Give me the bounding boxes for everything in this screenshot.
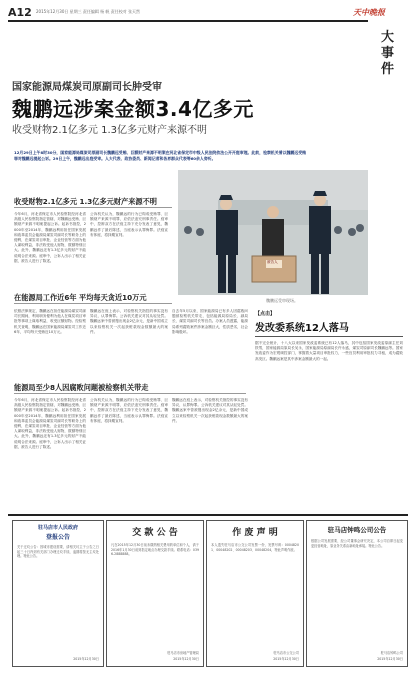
subhead-daily: 在能源局工作近6年 平均每天贪近10万元 (14, 293, 147, 302)
masthead-rule (8, 20, 368, 22)
side-column (255, 310, 405, 510)
section-tag-label: 大事件 (381, 30, 395, 77)
ad-notice-1-org: 驻马店市人民政府 (37, 525, 78, 531)
ad-notice-3 (206, 520, 304, 667)
photo-caption: 魏鹏远受审现场。 (266, 298, 298, 303)
article-lede: 12月29日上午8时30分，国家能源局煤炭司原副司长魏鹏远受贿、巨额财产来源不明案在河北省保定市中级人民法院依法公开开庭审理。此前，检察机关曾以魏鹏远受贿罪对魏鹏远提起公诉。29日上午，魏鹏远出庭受审。人大代表、政协委员、新闻记者和各界群众代表等60余人旁听。 (14, 150, 306, 161)
article-body-p3: 依照法律规定，魏鹏远在担任能源局煤炭司副司长期间，利用职务便利为他人在煤炭项目审批等事项上谋取利益，收受巨额财物。经检察机关查明，魏鹏远在国家能源局煤炭司工作近6年，平均每天受贿近10万元。 (14, 309, 86, 334)
ad-notice-2-org: 驻马店市房地产管理局 (167, 651, 199, 656)
trial-photo (178, 170, 368, 295)
ad-notice-4-body: 根据公司发展需要，经公司董事会研究决定，本公司自即日起变更经营地址，原业务关系由新地址承接。特此公告。 (311, 539, 403, 548)
section-tag (372, 28, 406, 77)
newspaper-logo: 天中晚报 (353, 8, 385, 17)
ad-notice-1-title: 登报公告 (45, 534, 70, 541)
ad-notice-4-title: 驻马店钟鸣公司公告 (327, 526, 387, 534)
courtroom-image (178, 170, 368, 295)
article-headline: 魏鹏远涉案金额3.4亿多元 (12, 97, 254, 121)
article-body-p2: 公诉机关认为，魏鹏远的行为已构成受贿罪、巨额财产来源不明罪，应依法追究刑事责任。庭审中，控辩双方在法庭主持下充分发表了意见，魏鹏远作了最后陈述，当庭表示认罪悔罪。法庭宣布休庭，将择期宣判。 (90, 212, 168, 237)
ad-notice-1-date: 2015年12月30日 (73, 657, 99, 662)
subhead-daily-rule (14, 303, 172, 304)
ads-top-rule (8, 514, 408, 516)
article-body-p5: 自去年5月以来，国家能源局已有多人因腐败问题被检察机关带走，包括能源局原局长、副局长、煤炭司副司长等官员。办案人员透露，能源局系列腐败案件涉案金额巨大，性质恶劣，社会影响极坏。 (172, 309, 248, 334)
ad-notice-1 (12, 520, 104, 667)
subhead-amount-rule (14, 207, 172, 208)
subhead-officials-rule (14, 393, 246, 394)
ad-notice-2-body: 凡在2015年12月30日前未缴纳相关费用的单位和个人，请于2016年1月30日前到指定地点办理交款手续。联系电话：0396-2888888。 (111, 543, 199, 557)
subhead-officials: 能源局至少8人因腐败问题被检察机关带走 (14, 383, 149, 392)
ad-notice-4-org: 驻马店钟鸣公司 (380, 651, 403, 656)
article-body-p1: 今年6月，河北省保定市人民检察院经河北省高级人民检察院指定管辖，对魏鹏远受贿、巨额财产来源不明案提起公诉。起诉书指控，2000年至2014年，魏鹏远利用担任国家发展和改革委员会能源局煤炭司副司长等职务上的便利，在煤炭项目审批、企业经营等方面为他人谋取利益，非法收受他人财物，数额特别巨大。此外，魏鹏远还有1.3亿多元的财产不能说明合法来源。庭审中，公诉人出示了相关证据，被告人进行了陈述。 (14, 212, 86, 263)
dock-label: 被告人 (267, 260, 278, 264)
side-tag: 【点击】 (255, 311, 276, 317)
side-body: 据不完全统计，十八大以来国家发改委系统已有12人落马，其中包括国家发改委原副主任刘铁男，国家能源局原局长吴永，国家能源局原副局长许永盛，煤炭司原副司长魏鹏远等。国家发改委作为宏观调控部门，掌握着大量项目审批权力，一些官员利用审批权力寻租，成为腐败高发区。魏鹏远案是其中涉案金额最大的一起。 (255, 341, 403, 361)
side-title: 发改委系统12人落马 (255, 323, 349, 334)
ad-notice-2-date: 2015年12月30日 (173, 657, 199, 662)
ad-notice-3-date: 2015年12月30日 (273, 657, 299, 662)
article-body-p4b: 魏鹏远在庭上表示，对检察机关指控的事实没有异议，认罪悔罪。公诉机关建议对其从轻处罚。魏鹏远家中曾被搜出现金2亿余元，是新中国成立以来检察机关一次起获赃款现金数额最大的案件。 (172, 398, 248, 423)
ad-notice-4-date: 2015年12月30日 (377, 657, 403, 662)
ad-notice-4 (306, 520, 408, 667)
article-body-p2b: 公诉机关认为，魏鹏远的行为已构成受贿罪、巨额财产来源不明罪，应依法追究刑事责任。庭审中，控辩双方在法庭主持下充分发表了意见，魏鹏远作了最后陈述，当庭表示认罪悔罪。法庭宣布休庭，将择期宣判。 (90, 398, 168, 423)
subhead-amount: 收受财物2.1亿多元 1.3亿多元财产来源不明 (14, 197, 157, 206)
ad-notice-3-title: 作 废 声 明 (232, 528, 278, 538)
side-rule (255, 336, 403, 337)
article-kicker: 国家能源局煤炭司原副司长肿受审 (12, 82, 162, 93)
ad-notice-3-org: 驻马店市公交公司 (273, 651, 299, 656)
ad-notice-1-body: 关于迁坟公告：因城市建设需要，请相关坟主于公告之日起三十日内到有关部门办理迁坟手续，逾期将按无主坟处理。特此公告。 (17, 545, 99, 559)
article-subheadline: 收受财物2.1亿多元 1.3亿多元财产来源不明 (12, 125, 207, 136)
article-body-p4: 魏鹏远在庭上表示，对检察机关指控的事实没有异议，认罪悔罪。公诉机关建议对其从轻处罚。魏鹏远家中曾被搜出现金2亿余元，是新中国成立以来检察机关一次起获赃款现金数额最大的案件。 (90, 309, 168, 334)
page-number: A12 (8, 6, 32, 19)
ad-notice-2-title: 交 款 公 告 (132, 528, 178, 538)
ad-notice-3-body: 本人遗失驻马店市公交公司发票一份，发票号码：00048201、00048202、00048203、00048204，特此声明作废。 (211, 543, 299, 552)
date-line: 2015年12月30日 星期三 责任编辑 杨 帆 责任校对 张天然 (36, 9, 140, 14)
ad-notice-2 (106, 520, 204, 667)
article-body-p5b: 今年6月，河北省保定市人民检察院经河北省高级人民检察院指定管辖，对魏鹏远受贿、巨额财产来源不明案提起公诉。起诉书指控，2000年至2014年，魏鹏远利用担任国家发展和改革委员会能源局煤炭司副司长等职务上的便利，在煤炭项目审批、企业经营等方面为他人谋取利益，非法收受他人财物，数额特别巨大。此外，魏鹏远还有1.3亿多元的财产不能说明合法来源。庭审中，公诉人出示了相关证据，被告人进行了陈述。 (14, 398, 86, 449)
